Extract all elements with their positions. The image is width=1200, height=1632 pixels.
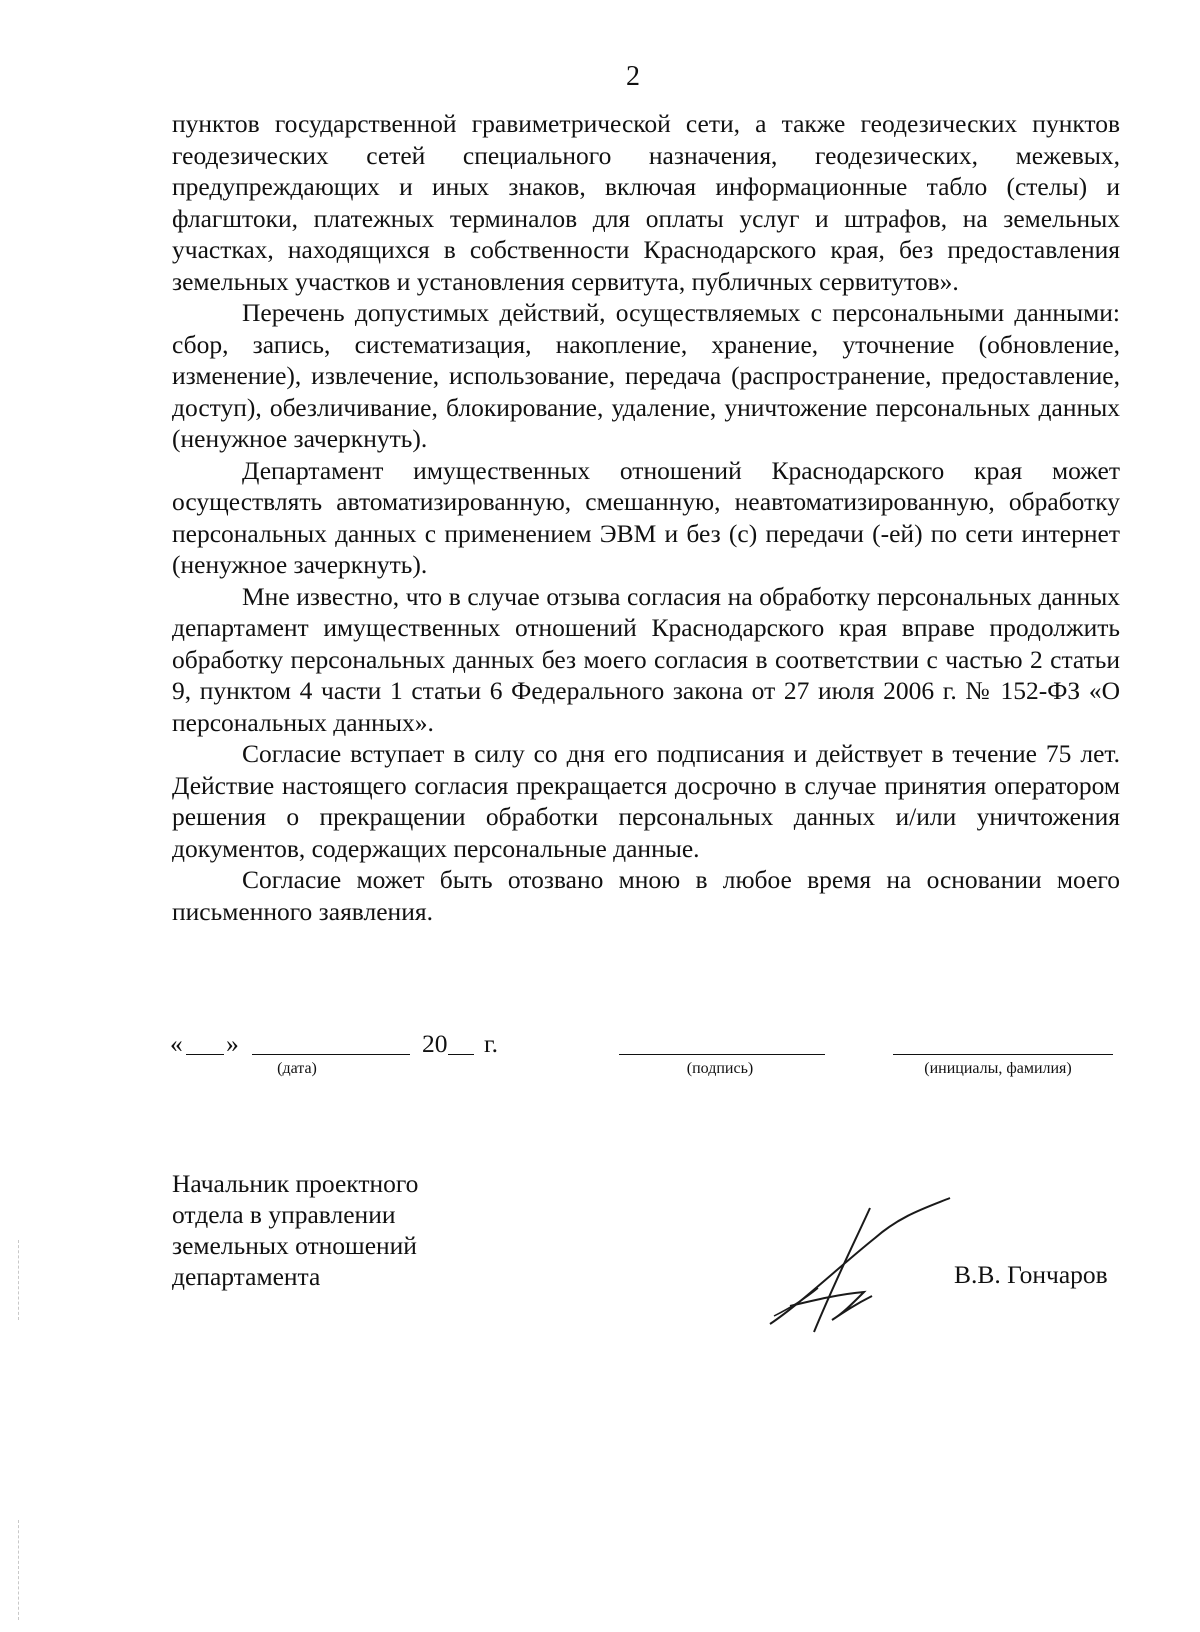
body-text <box>172 108 1120 927</box>
scan-margin-mark <box>18 1240 19 1320</box>
paragraph-withdrawal-consequences: Мне известно, что в случае отзыва согласия на обработку персональных данных департамент имущественных отношений Краснодарского края вправе продолжить обработку персональных данных без моего согласия в соответствии с частью 2 статьи 9, пунктом 4 части 1 статьи 6 Федерального закона от 27 июля 2006 г. № 152-ФЗ «О персональных данных». <box>172 581 1120 737</box>
paragraph-continuation: пунктов государственной гравиметрической сети, а также геодезических пунктов геодезических сетей специального назначения, геодезических, межевых, предупреждающих и иных знаков, включая информационные табло (стелы) и флагштоки, платежных терминалов для оплаты услуг и штрафов, на земельных участках, находящихся в собственности Краснодарского края, без предоставления земельных участков и установления сервитута, публичных сервитутов». <box>172 109 1120 296</box>
paragraph-validity-period: Согласие вступает в силу со дня его подписания и действует в течение 75 лет. Действие настоящего согласия прекращается досрочно в случае принятия оператором решения о прекращении обработки персональных данных и/или уничтожения документов, содержащих персональные данные. <box>172 739 1120 863</box>
paragraph-processing-methods: Департамент имущественных отношений Краснодарского края может осуществлять автоматизированную, смешанную, неавтоматизированную, обработку персональных данных с применением ЭВМ и без (с) передачи (-ей) по сети интернет (ненужное зачеркнуть). <box>172 455 1120 579</box>
paragraph-revocation: Согласие может быть отозвано мною в любое время на основании моего письменного заявления. <box>172 865 1120 926</box>
caption-signature: (подпись) <box>686 1060 754 1077</box>
signer-name: В.В. Гончаров <box>954 1260 1108 1289</box>
day-blank <box>186 1054 224 1055</box>
year-prefix: 20 <box>422 1029 448 1058</box>
caption-date: (дата) <box>277 1060 317 1077</box>
month-blank <box>252 1054 410 1055</box>
scan-margin-mark <box>18 1520 19 1620</box>
year-suffix: г. <box>484 1029 498 1058</box>
page-number: 2 <box>626 61 640 92</box>
date-quote-open: « <box>170 1029 183 1058</box>
officer-title-line: департамента <box>172 1262 321 1291</box>
handwritten-signature-image <box>760 1196 960 1346</box>
signature-blank <box>619 1054 825 1055</box>
paragraph-allowed-actions: Перечень допустимых действий, осуществляемых с персональными данными: сбор, запись, систематизация, накопление, хранение, уточнение (обновление, изменение), извлечение, использование, передача (распространение, предоставление, доступ), обезличивание, блокирование, удаление, уничтожение персональных данных (ненужное зачеркнуть). <box>172 298 1120 453</box>
officer-title-line: Начальник проектного <box>172 1169 419 1198</box>
officer-title <box>172 1168 418 1292</box>
year-blank <box>448 1054 474 1055</box>
caption-name: (инициалы, фамилия) <box>924 1060 1072 1077</box>
officer-title-line: земельных отношений <box>172 1231 417 1260</box>
name-blank <box>893 1054 1113 1055</box>
officer-title-line: отдела в управлении <box>172 1200 396 1229</box>
date-quote-close: » <box>226 1029 239 1058</box>
